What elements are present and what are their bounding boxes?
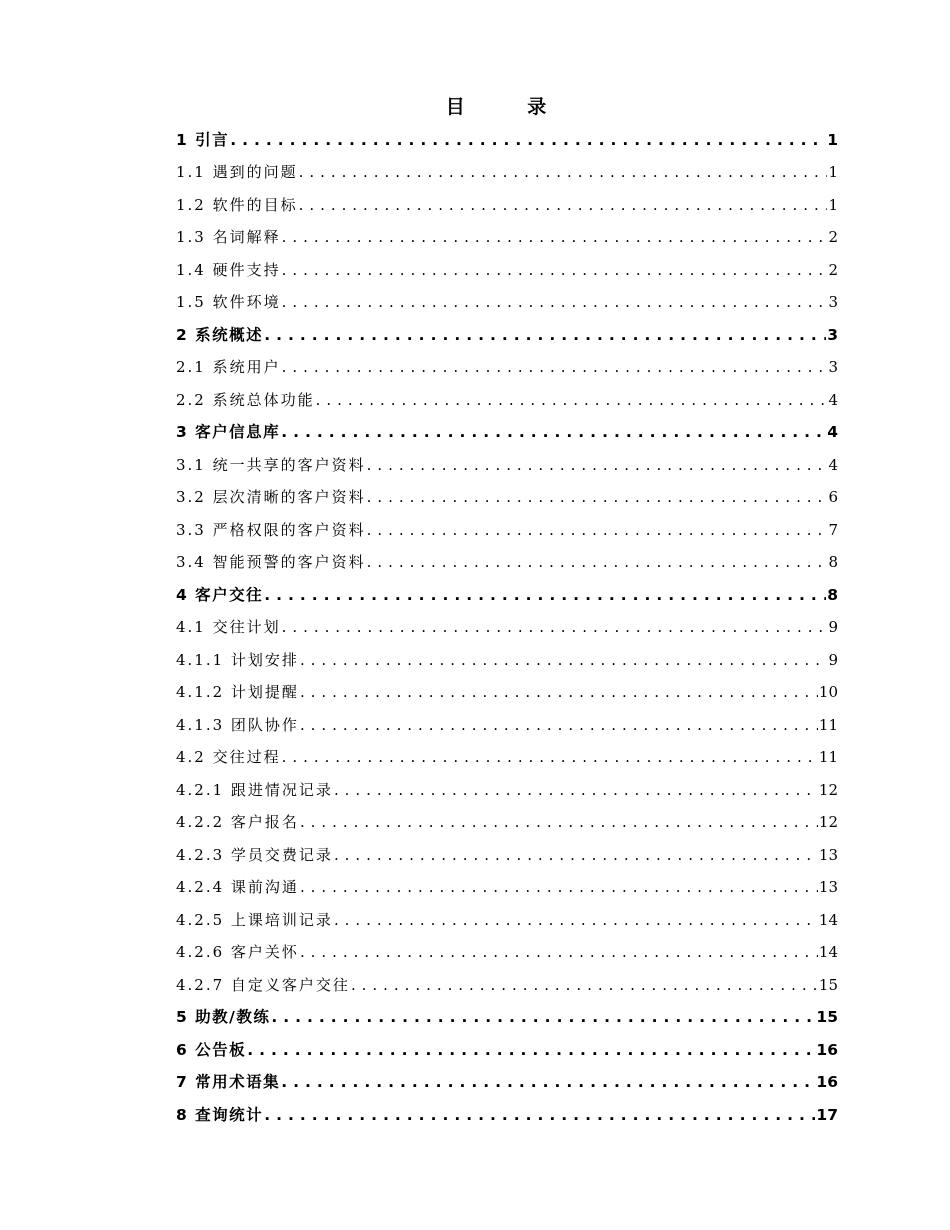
toc-entry[interactable] <box>176 187 838 220</box>
toc-entry[interactable] <box>176 772 838 805</box>
toc-entry-page-number: 14 <box>818 943 838 961</box>
toc-entry-label: 2.2 系统总体功能 <box>176 390 315 409</box>
toc-entry-page-number: 16 <box>816 1073 838 1091</box>
toc-entry[interactable] <box>176 447 838 480</box>
toc-dot-leader <box>282 748 818 766</box>
toc-entry-page-number: 1 <box>828 163 838 181</box>
toc-dot-leader <box>300 683 818 701</box>
toc-entry-label: 4 客户交往 <box>176 585 264 604</box>
toc-entry-label: 4.2.3 学员交费记录 <box>176 845 333 864</box>
toc-entry-page-number: 6 <box>828 488 838 506</box>
toc-entry[interactable] <box>176 1032 838 1065</box>
toc-dot-leader <box>334 911 818 929</box>
toc-entry[interactable] <box>176 577 838 610</box>
toc-entry-label: 5 助教/教练 <box>176 1008 271 1026</box>
toc-entry-page-number: 7 <box>828 520 838 539</box>
toc-entry-label: 3 客户信息库 <box>176 423 281 441</box>
toc-entry-label: 1.3 名词解释 <box>176 228 281 246</box>
toc-dot-leader <box>299 163 828 181</box>
toc-dot-leader <box>282 293 828 311</box>
toc-entry[interactable] <box>176 1000 838 1033</box>
toc-entry[interactable] <box>176 610 838 643</box>
toc-entry[interactable] <box>176 1097 838 1130</box>
toc-entry-page-number: 16 <box>816 1040 838 1059</box>
toc-dot-leader <box>230 131 826 149</box>
toc-entry-label: 2.1 系统用户 <box>176 358 281 376</box>
toc-dot-leader <box>316 391 828 409</box>
toc-entry-label: 3.3 严格权限的客户资料 <box>176 520 366 539</box>
toc-entry-page-number: 3 <box>828 358 838 376</box>
toc-entry[interactable] <box>176 935 838 968</box>
toc-entry[interactable] <box>176 740 838 773</box>
toc-entry[interactable] <box>176 122 838 155</box>
toc-entry[interactable] <box>176 642 838 675</box>
toc-dot-leader <box>351 976 818 994</box>
toc-entry-label: 4.1 交往计划 <box>176 618 281 636</box>
toc-entry[interactable] <box>176 545 838 578</box>
toc-dot-leader <box>300 651 828 669</box>
toc-dot-leader <box>367 456 828 474</box>
toc-entry-page-number: 8 <box>827 585 838 604</box>
toc-entry-page-number: 2 <box>828 260 838 279</box>
toc-entry-page-number: 4 <box>828 390 838 409</box>
toc-entry[interactable] <box>176 155 838 188</box>
toc-dot-leader <box>264 326 826 344</box>
toc-entry-label: 3.4 智能预警的客户资料 <box>176 553 366 571</box>
toc-entry[interactable] <box>176 902 838 935</box>
toc-entry[interactable] <box>176 1065 838 1098</box>
toc-entry-page-number: 13 <box>818 845 838 864</box>
toc-entry-label: 4.2 交往过程 <box>176 748 281 766</box>
toc-entry-page-number: 15 <box>818 975 838 994</box>
toc-entry-label: 1.2 软件的目标 <box>176 195 298 214</box>
toc-entry[interactable] <box>176 285 838 318</box>
toc-entry-label: 4.2.4 课前沟通 <box>176 878 299 896</box>
toc-entry-label: 7 常用术语集 <box>176 1073 281 1091</box>
toc-entry[interactable] <box>176 350 838 383</box>
toc-dot-leader <box>334 846 818 864</box>
toc-entry-label: 1.4 硬件支持 <box>176 260 281 279</box>
toc-entry-label: 1 引言 <box>176 130 230 149</box>
toc-dot-leader <box>334 781 818 799</box>
toc-dot-leader <box>281 423 826 441</box>
toc-entry-page-number: 12 <box>818 780 838 799</box>
toc-entry[interactable] <box>176 415 838 448</box>
toc-entry-page-number: 13 <box>818 878 838 896</box>
toc-entry-label: 4.1.2 计划提醒 <box>176 683 299 701</box>
toc-entry-page-number: 11 <box>818 715 838 734</box>
toc-entry-page-number: 3 <box>828 293 838 311</box>
toc-dot-leader <box>282 358 828 376</box>
toc-entry-page-number: 17 <box>816 1105 838 1124</box>
toc-dot-leader <box>367 553 828 571</box>
toc-entry-label: 4.1.3 团队协作 <box>176 715 299 734</box>
toc-entry-page-number: 9 <box>828 618 838 636</box>
toc-entry-page-number: 11 <box>818 748 838 766</box>
toc-entry[interactable] <box>176 805 838 838</box>
toc-entry[interactable] <box>176 382 838 415</box>
toc-dot-leader <box>282 618 828 636</box>
toc-entry[interactable] <box>176 870 838 903</box>
toc-dot-leader <box>299 196 828 214</box>
toc-dot-leader <box>271 1008 815 1026</box>
toc-entry-label: 1.5 软件环境 <box>176 293 281 311</box>
toc-entry-label: 2 系统概述 <box>176 325 264 344</box>
toc-dot-leader <box>300 716 818 734</box>
toc-dot-leader <box>300 878 818 896</box>
toc-entry-label: 8 查询统计 <box>176 1105 264 1124</box>
toc-entry-page-number: 1 <box>828 195 838 214</box>
toc-entry[interactable] <box>176 317 838 350</box>
toc-entry-label: 6 公告板 <box>176 1040 247 1059</box>
toc-entry[interactable] <box>176 512 838 545</box>
toc-entry-label: 4.2.2 客户报名 <box>176 813 299 831</box>
toc-dot-leader <box>367 488 828 506</box>
toc-entry-label: 1.1 遇到的问题 <box>176 163 298 181</box>
toc-entry-page-number: 12 <box>818 813 838 831</box>
toc-title: 目 录 <box>445 96 575 118</box>
toc-entry[interactable] <box>176 480 838 513</box>
toc-dot-leader <box>300 943 818 961</box>
toc-entry-page-number: 1 <box>827 130 838 149</box>
toc-entry[interactable] <box>176 220 838 253</box>
toc-entry-page-number: 15 <box>816 1008 838 1026</box>
toc-entry-page-number: 10 <box>818 683 838 701</box>
toc-dot-leader <box>247 1041 815 1059</box>
toc-entry-label: 3.1 统一共享的客户资料 <box>176 455 366 474</box>
toc-entry-label: 4.2.5 上课培训记录 <box>176 910 333 929</box>
toc-entry[interactable] <box>176 252 838 285</box>
toc-dot-leader <box>282 261 828 279</box>
toc-entry[interactable] <box>176 967 838 1000</box>
toc-dot-leader <box>282 228 828 246</box>
toc-dot-leader <box>264 586 826 604</box>
table-of-contents <box>176 122 838 1130</box>
toc-entry[interactable] <box>176 675 838 708</box>
toc-dot-leader <box>281 1073 815 1091</box>
toc-entry-page-number: 4 <box>827 423 838 441</box>
toc-entry-page-number: 9 <box>828 650 838 669</box>
toc-entry[interactable] <box>176 837 838 870</box>
toc-entry[interactable] <box>176 707 838 740</box>
toc-dot-leader <box>367 521 828 539</box>
toc-entry-label: 4.2.6 客户关怀 <box>176 943 299 961</box>
toc-entry-page-number: 8 <box>828 553 838 571</box>
toc-entry-page-number: 4 <box>828 455 838 474</box>
toc-entry-page-number: 2 <box>828 228 838 246</box>
toc-dot-leader <box>300 813 818 831</box>
toc-entry-page-number: 14 <box>818 910 838 929</box>
toc-entry-label: 3.2 层次清晰的客户资料 <box>176 488 366 506</box>
toc-entry-page-number: 3 <box>827 325 838 344</box>
toc-dot-leader <box>264 1106 815 1124</box>
toc-entry-label: 4.2.1 跟进情况记录 <box>176 780 333 799</box>
toc-entry-label: 4.2.7 自定义客户交往 <box>176 975 350 994</box>
toc-entry-label: 4.1.1 计划安排 <box>176 650 299 669</box>
